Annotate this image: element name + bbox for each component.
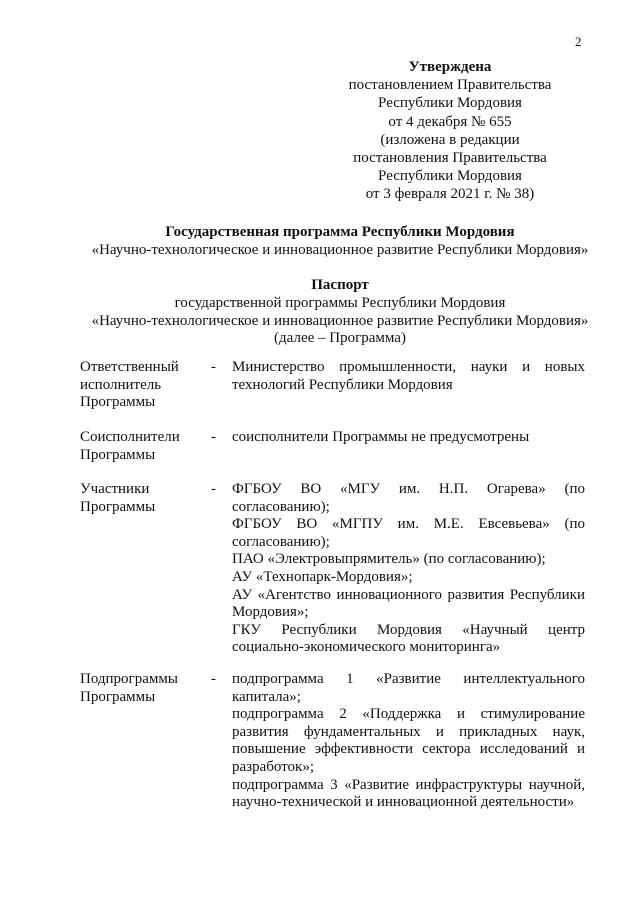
row-label bbox=[80, 671, 200, 706]
row-value-paragraph: подпрограмма 1 «Развитие интеллектуального капитала»; bbox=[232, 671, 585, 705]
row-value-paragraph: ФГБОУ ВО «МГУ им. Н.П. Огарева» (по согласованию); bbox=[232, 481, 585, 515]
approval-line: от 4 декабря № 655 bbox=[388, 113, 512, 130]
row-label bbox=[80, 481, 200, 516]
row-value-paragraph: Министерство промышленности, науки и новых технологий Республики Мордовия bbox=[232, 359, 585, 393]
approval-line: от 3 февраля 2021 г. № 38) bbox=[365, 186, 535, 203]
row-label-line: Участники bbox=[80, 481, 150, 497]
row-value-paragraph: ПАО «Электровыпрямитель» (по согласованию); bbox=[232, 551, 546, 568]
row-value bbox=[232, 671, 585, 812]
row-label-line: Подпрограммы bbox=[80, 671, 178, 687]
passport-line: «Научно-технологическое и инновационное развитие Республики Мордовия» bbox=[91, 312, 589, 329]
row-label-line: Ответственный bbox=[80, 359, 179, 375]
row-label-line: Программы bbox=[80, 498, 156, 515]
approval-heading: Утверждена bbox=[408, 59, 492, 75]
page-number: 2 bbox=[575, 34, 582, 49]
passport-title-block bbox=[40, 277, 640, 348]
row-value-paragraph: соисполнители Программы не предусмотрены bbox=[232, 429, 530, 445]
row-value-paragraph: АУ «Агентство инновационного развития Республики Мордовия»; bbox=[232, 586, 585, 621]
row-label-line: Программы bbox=[80, 394, 156, 411]
program-subtitle: «Научно-технологическое и инновационное развитие Республики Мордовия» bbox=[91, 242, 589, 258]
row-label-line: Программы bbox=[80, 688, 156, 705]
row-dash: - bbox=[211, 671, 216, 687]
row-label-line: Соисполнители bbox=[80, 429, 180, 445]
row-value-paragraph: ФГБОУ ВО «МГПУ им. М.Е. Евсевьева» (по согласованию); bbox=[232, 516, 585, 550]
approval-stamp bbox=[330, 58, 570, 204]
approval-line: постановления Правительства bbox=[353, 150, 547, 167]
passport-line: (далее – Программа) bbox=[274, 330, 406, 347]
program-title: Государственная программа Республики Мордовия bbox=[165, 224, 515, 240]
approval-line: Республики Мордовия bbox=[378, 95, 522, 112]
row-value bbox=[232, 481, 585, 657]
approval-line: (изложена в редакции bbox=[380, 131, 520, 148]
approval-line: постановлением Правительства bbox=[348, 77, 552, 94]
row-dash: - bbox=[211, 429, 216, 445]
row-label bbox=[80, 359, 200, 412]
approval-line: Республики Мордовия bbox=[378, 168, 522, 185]
passport-heading: Паспорт bbox=[311, 277, 369, 293]
row-label-line: исполнитель bbox=[80, 376, 162, 393]
row-value bbox=[232, 429, 585, 447]
row-label bbox=[80, 429, 200, 464]
row-value-paragraph: подпрограмма 3 «Развитие инфраструктуры научной, научно-технической и инновационной деятельности» bbox=[232, 776, 585, 811]
row-value bbox=[232, 359, 585, 394]
row-value-paragraph: подпрограмма 2 «Поддержка и стимулирование развития фундаментальных и прикладных наук, повышение эффективности сектора исследований и разработок»; bbox=[232, 706, 585, 775]
passport-line: государственной программы Республики Мордовия bbox=[174, 294, 506, 311]
row-dash: - bbox=[211, 481, 216, 497]
row-dash: - bbox=[211, 359, 216, 375]
program-title-block bbox=[40, 223, 640, 259]
row-value-paragraph: ГКУ Республики Мордовия «Научный центр социально-экономического мониторинга» bbox=[232, 621, 585, 656]
row-value-paragraph: АУ «Технопарк-Мордовия»; bbox=[232, 568, 413, 585]
row-label-line: Программы bbox=[80, 446, 156, 463]
